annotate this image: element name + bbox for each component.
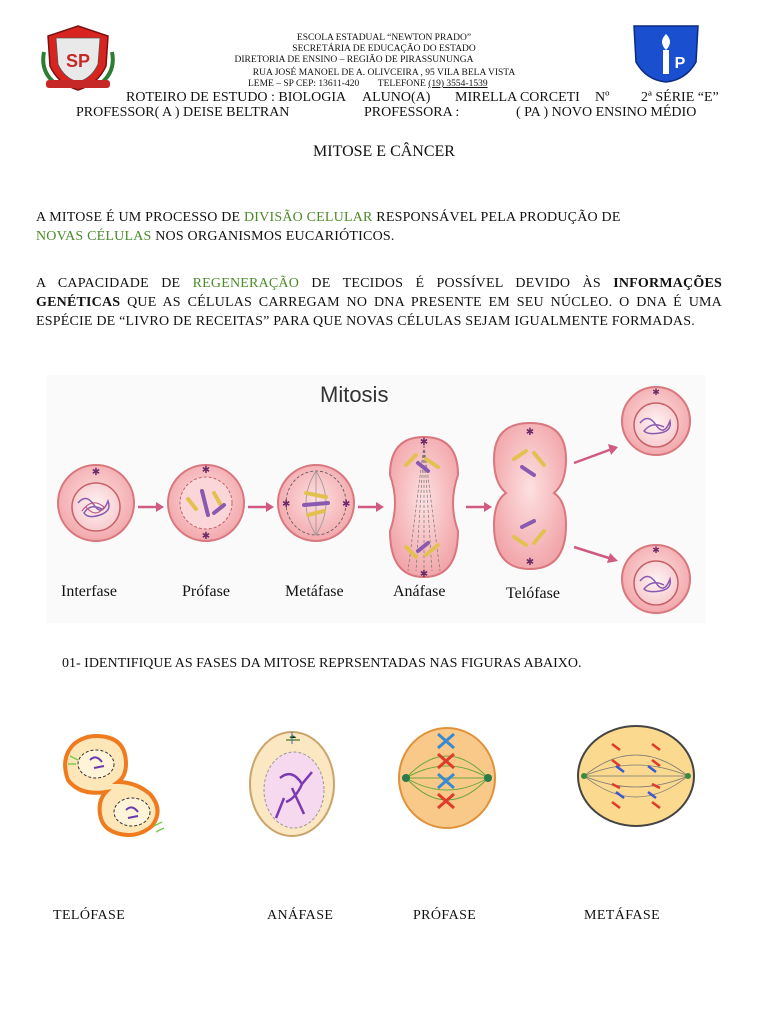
city-text: LEME – SP CEP: 13611-420 — [248, 79, 360, 89]
label-profase: Prófase — [182, 583, 230, 600]
course-label: ( PA ) NOVO ENSINO MÉDIO — [516, 105, 697, 120]
svg-text:✱: ✱ — [201, 531, 211, 542]
daughter-cell-top — [622, 387, 690, 455]
svg-text:✱: ✱ — [652, 545, 660, 555]
svg-text:✱: ✱ — [91, 467, 101, 478]
school-name: ESCOLA ESTADUAL “NEWTON PRADO” — [296, 33, 472, 43]
label-metafase: Metáfase — [285, 583, 344, 600]
secretary-line: SECRETÁRIA DE EDUCAÇÃO DO ESTADO — [292, 44, 476, 54]
figure-metaphase — [576, 722, 696, 830]
diagram-title: Mitosis — [320, 382, 389, 407]
number-label: Nº — [595, 90, 610, 105]
p1-highlight: DIVISÃO CELULAR — [243, 210, 373, 225]
answer-telofase: TELÓFASE — [53, 908, 126, 923]
paragraph-regeneration — [36, 274, 722, 331]
student-name: MIRELLA CORCETI — [455, 90, 580, 105]
label-anafase: Anáfase — [393, 583, 446, 600]
mitosis-diagram — [46, 375, 706, 623]
telophase-cell — [494, 423, 566, 569]
answer-metafase: METÁFASE — [584, 908, 661, 923]
p1-text-2: RESPONSÁVEL PELA PRODUÇÃO DE — [372, 210, 621, 225]
study-guide-line: ROTEIRO DE ESTUDO : BIOLOGIA — [126, 90, 347, 105]
p1-text-3: NOS ORGANISMOS EUCARIÓTICOS. — [151, 229, 395, 244]
answer-profase: PRÓFASE — [413, 908, 477, 923]
svg-text:P: P — [674, 55, 686, 72]
phone-number: (19) 3554-1539 — [428, 79, 488, 89]
prophase-cell — [168, 465, 244, 542]
phone-label: TELEFONE — [377, 79, 426, 89]
daughter-cell-bottom — [622, 545, 690, 613]
svg-text:✱: ✱ — [282, 499, 291, 510]
svg-text:✱: ✱ — [525, 557, 535, 568]
figure-prophase — [396, 724, 498, 832]
teacher-line: PROFESSOR( A ) DEISE BELTRAN — [76, 105, 290, 120]
metaphase-cell — [278, 465, 354, 541]
label-interfase: Interfase — [61, 583, 117, 600]
label-telofase: Telófase — [506, 585, 560, 602]
p2-text-3: QUE AS CÉLULAS CARREGAM NO DNA PRESENTE EM SEU NÚCLEO. O DNA É UMA ESPÉCIE DE “LIVRO DE RECEITAS” PARA QUE NOVAS CÉLULAS SEJAM IGUALMENTE FORMADAS. — [36, 295, 722, 329]
svg-text:SP: SP — [65, 51, 91, 71]
svg-text:✱: ✱ — [201, 465, 211, 476]
svg-text:✱: ✱ — [419, 569, 429, 580]
p2-bold: INFORMAÇÕES GENÉTICAS — [36, 276, 722, 310]
svg-text:✱: ✱ — [419, 437, 429, 448]
answer-anafase: ANÁFASE — [267, 908, 334, 923]
figure-anaphase — [246, 728, 338, 840]
teacher-label: PROFESSORA : — [364, 105, 460, 120]
p1-highlight-2: NOVAS CÉLULAS — [36, 229, 152, 244]
paragraph-mitosis-definition — [36, 208, 670, 246]
svg-text:✱: ✱ — [342, 499, 351, 510]
p2-highlight: REGENERAÇÃO — [192, 276, 300, 291]
directorate-line: DIRETORIA DE ENSINO – REGIÃO DE PIRASSUNUNGA — [234, 55, 474, 65]
question-text: 01- IDENTIFIQUE AS FASES DA MITOSE REPRSENTADAS NAS FIGURAS ABAIXO. — [62, 656, 582, 671]
anaphase-cell — [390, 437, 458, 580]
interphase-cell — [58, 465, 134, 541]
student-label: ALUNO(A) — [362, 90, 431, 105]
svg-text:✱: ✱ — [525, 427, 535, 438]
p1-text: A MITOSE É UM PROCESSO DE — [36, 210, 244, 225]
page-title: MITOSE E CÂNCER — [313, 143, 455, 160]
svg-text:✱: ✱ — [652, 387, 660, 397]
grade-label: 2ª SÉRIE “E” — [641, 90, 719, 105]
p2-text: A CAPACIDADE DE — [36, 276, 193, 291]
p2-text-2: DE TECIDOS É POSSÍVEL DEVIDO ÀS — [299, 276, 614, 291]
address-line: RUA JOSÉ MANOEL DE A. OLIVCEIRA , 95 VILA BELA VISTA — [252, 68, 516, 78]
contact-line — [248, 79, 488, 89]
figure-telophase — [60, 730, 170, 840]
